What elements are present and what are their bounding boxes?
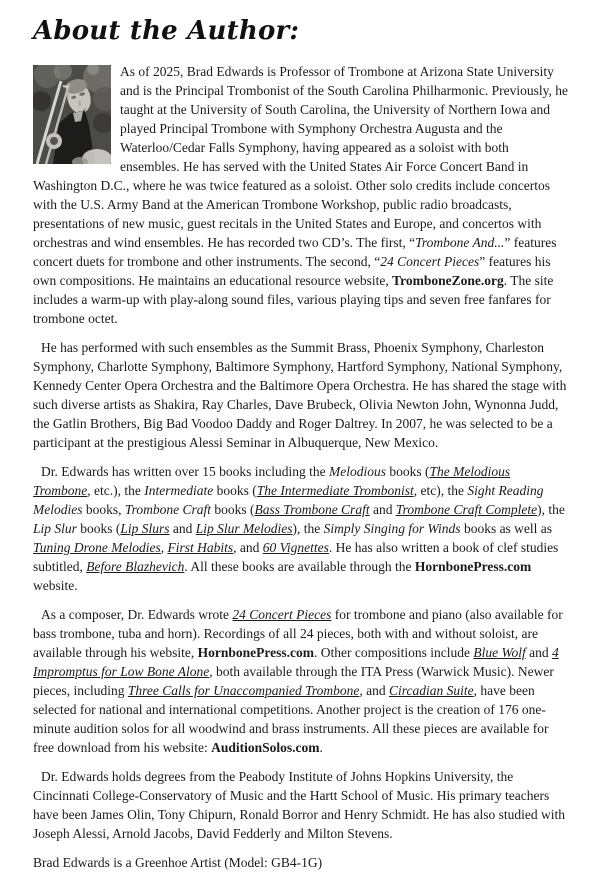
text-run: Trombone Craft — [124, 502, 212, 517]
text-run: , and — [359, 683, 389, 698]
text-run: Intermediate — [144, 483, 214, 498]
paragraph — [33, 338, 571, 452]
text-run: and — [525, 645, 552, 660]
paragraph — [33, 767, 571, 843]
text-run: . He has also written a book of clef studies subtitled, — [33, 540, 559, 574]
text-run: Melodious — [328, 464, 386, 479]
book-title-link[interactable]: Tuning Drone Melodies — [33, 540, 161, 555]
book-title-link[interactable]: The Melodious Trombone — [33, 464, 511, 498]
text-run: , both available through the ITA Press (Warwick Music). Newer pieces, including — [33, 664, 554, 698]
text-run: . Other compositions include — [313, 645, 474, 660]
text-run: As a composer, Dr. Edwards wrote — [41, 607, 233, 622]
text-run: books ( — [76, 521, 121, 536]
paragraph — [33, 62, 571, 328]
author-photo-image — [33, 65, 111, 164]
book-title-link[interactable]: 60 Vignettes — [262, 540, 329, 555]
text-run: ), the — [292, 521, 324, 536]
page-title: About the Author: — [33, 16, 300, 46]
book-title-link[interactable]: 4 Impromptus for Low Bone Alone — [33, 645, 559, 679]
text-run: , etc.), the — [87, 483, 145, 498]
text-run: Trombone And... — [415, 235, 505, 250]
book-title-link[interactable]: Lip Slurs — [120, 521, 170, 536]
text-run: books, — [82, 502, 125, 517]
text-run: ), the — [537, 502, 565, 517]
text-run: and — [369, 502, 396, 517]
text-run: website. — [33, 578, 78, 593]
text-run: for trombone and piano (also available for bass trombone, tuba and horn). Recordings of all 24 pieces, both with and without soloist, are available through his website, — [33, 607, 563, 660]
book-title-link[interactable]: Bass Trombone Craft — [254, 502, 370, 517]
document-body — [33, 62, 571, 872]
website-name: AuditionSolos.com — [211, 740, 320, 755]
text-run: and — [169, 521, 196, 536]
website-name: HornbonePress.com — [414, 559, 532, 574]
text-run: 24 Concert Pieces — [380, 254, 480, 269]
text-run: Dr. Edwards has written over 15 books including the — [41, 464, 329, 479]
text-run: Sight Reading Melodies — [33, 483, 544, 517]
text-run: Brad Edwards is a Greenhoe Artist (Model: GB4-1G) — [33, 855, 323, 870]
text-run: As of 2025, Brad Edwards is Professor of Trombone at Arizona State University and is the Principal Trombonist of the South Carolina Philharmonic. Previously, he taught at the University of South Carolina, the University of Northern Iowa and played Principal Trombone with Symphony Orchestra Augusta and the Waterloo/Cedar Falls Symphony, having appeared as a soloist with both ensembles. He has served with the United States Air Force Concert Band in Washington D.C., where he was twice featured as a soloist. Other solo credits include concertos with the U.S. Army Band at the American Trombone Workshop, public radio broadcasts, presentations of new music, guest recitals in the United States and Europe, and concertos with orchestras and wind ensembles. He has recorded two CD’s. The first, “ — [33, 64, 568, 250]
about-paragraphs — [33, 62, 571, 872]
paragraph — [33, 853, 571, 872]
text-run: , etc), the — [413, 483, 468, 498]
text-run: Lip Slur — [33, 521, 77, 536]
book-title-link[interactable]: Trombone Craft Complete — [395, 502, 538, 517]
text-run: books ( — [211, 502, 255, 517]
author-photo — [33, 65, 111, 164]
text-run: . The site includes a warm-up with play-along sound files, various playing tips and seven free fanfares for trombone octet. — [33, 273, 554, 326]
text-run: He has performed with such ensembles as the Summit Brass, Phoenix Symphony, Charleston Symphony, Charlotte Symphony, Baltimore Symphony, Hartford Symphony, National Symphony, Kennedy Center Opera Orchestra and the Baltimore Opera Orchestra. He has shared the stage with such diverse artists as Shakira, Ray Charles, Dave Brubeck, Olivia Newton John, Wynonna Judd, the Gatlin Brothers, Big Bad Voodoo Daddy and Roger Daltrey. In 2007, he was selected to be a participant at the prestigious Alessi Seminar in Albuquerque, New Mexico. — [33, 340, 567, 450]
book-title-link[interactable]: Before Blazhevich — [86, 559, 185, 574]
text-run: books ( — [385, 464, 430, 479]
text-run: books ( — [213, 483, 257, 498]
text-run: Dr. Edwards holds degrees from the Peabody Institute of Johns Hopkins University, the Cincinnati College-Conservatory of Music and the Hartt School of Music. His primary teachers have been James Olin, Tony Chipurn, Ronald Borror and Henry Schmidt. He has also studied with Joseph Alessi, Arnold Jacobs, David Fedderly and Milton Stevens. — [33, 769, 565, 841]
book-title-link[interactable]: Lip Slur Melodies — [195, 521, 293, 536]
text-run: . All these books are available through the — [184, 559, 415, 574]
book-title-link[interactable]: The Intermediate Trombonist — [256, 483, 414, 498]
book-title-link[interactable]: Three Calls for Unaccompanied Trombone — [127, 683, 360, 698]
website-name: TromboneZone.org — [392, 273, 504, 288]
text-run: , have been selected for national and international competitions. Another project is the creation of 176 one-minute audition solos for all woodwind and brass instruments. All these pieces are available for free download from his website: — [33, 683, 549, 755]
book-title-link[interactable]: Blue Wolf — [473, 645, 526, 660]
paragraph — [33, 605, 571, 757]
text-run: , and — [233, 540, 263, 555]
text-run: ” features his own compositions. He maintains an educational resource website, — [33, 254, 551, 288]
book-title-link[interactable]: 24 Concert Pieces — [232, 607, 332, 622]
book-title-link[interactable]: Circadian Suite — [388, 683, 474, 698]
website-name: HornbonePress.com — [197, 645, 314, 660]
paragraph — [33, 462, 571, 595]
text-run: ” features concert duets for trombone and other instruments. The second, “ — [33, 235, 557, 269]
text-run: . — [319, 740, 323, 755]
text-run: books as well as — [460, 521, 553, 536]
text-run: , — [160, 540, 168, 555]
book-title-link[interactable]: First Habits — [167, 540, 234, 555]
text-run: Simply Singing for Winds — [323, 521, 461, 536]
